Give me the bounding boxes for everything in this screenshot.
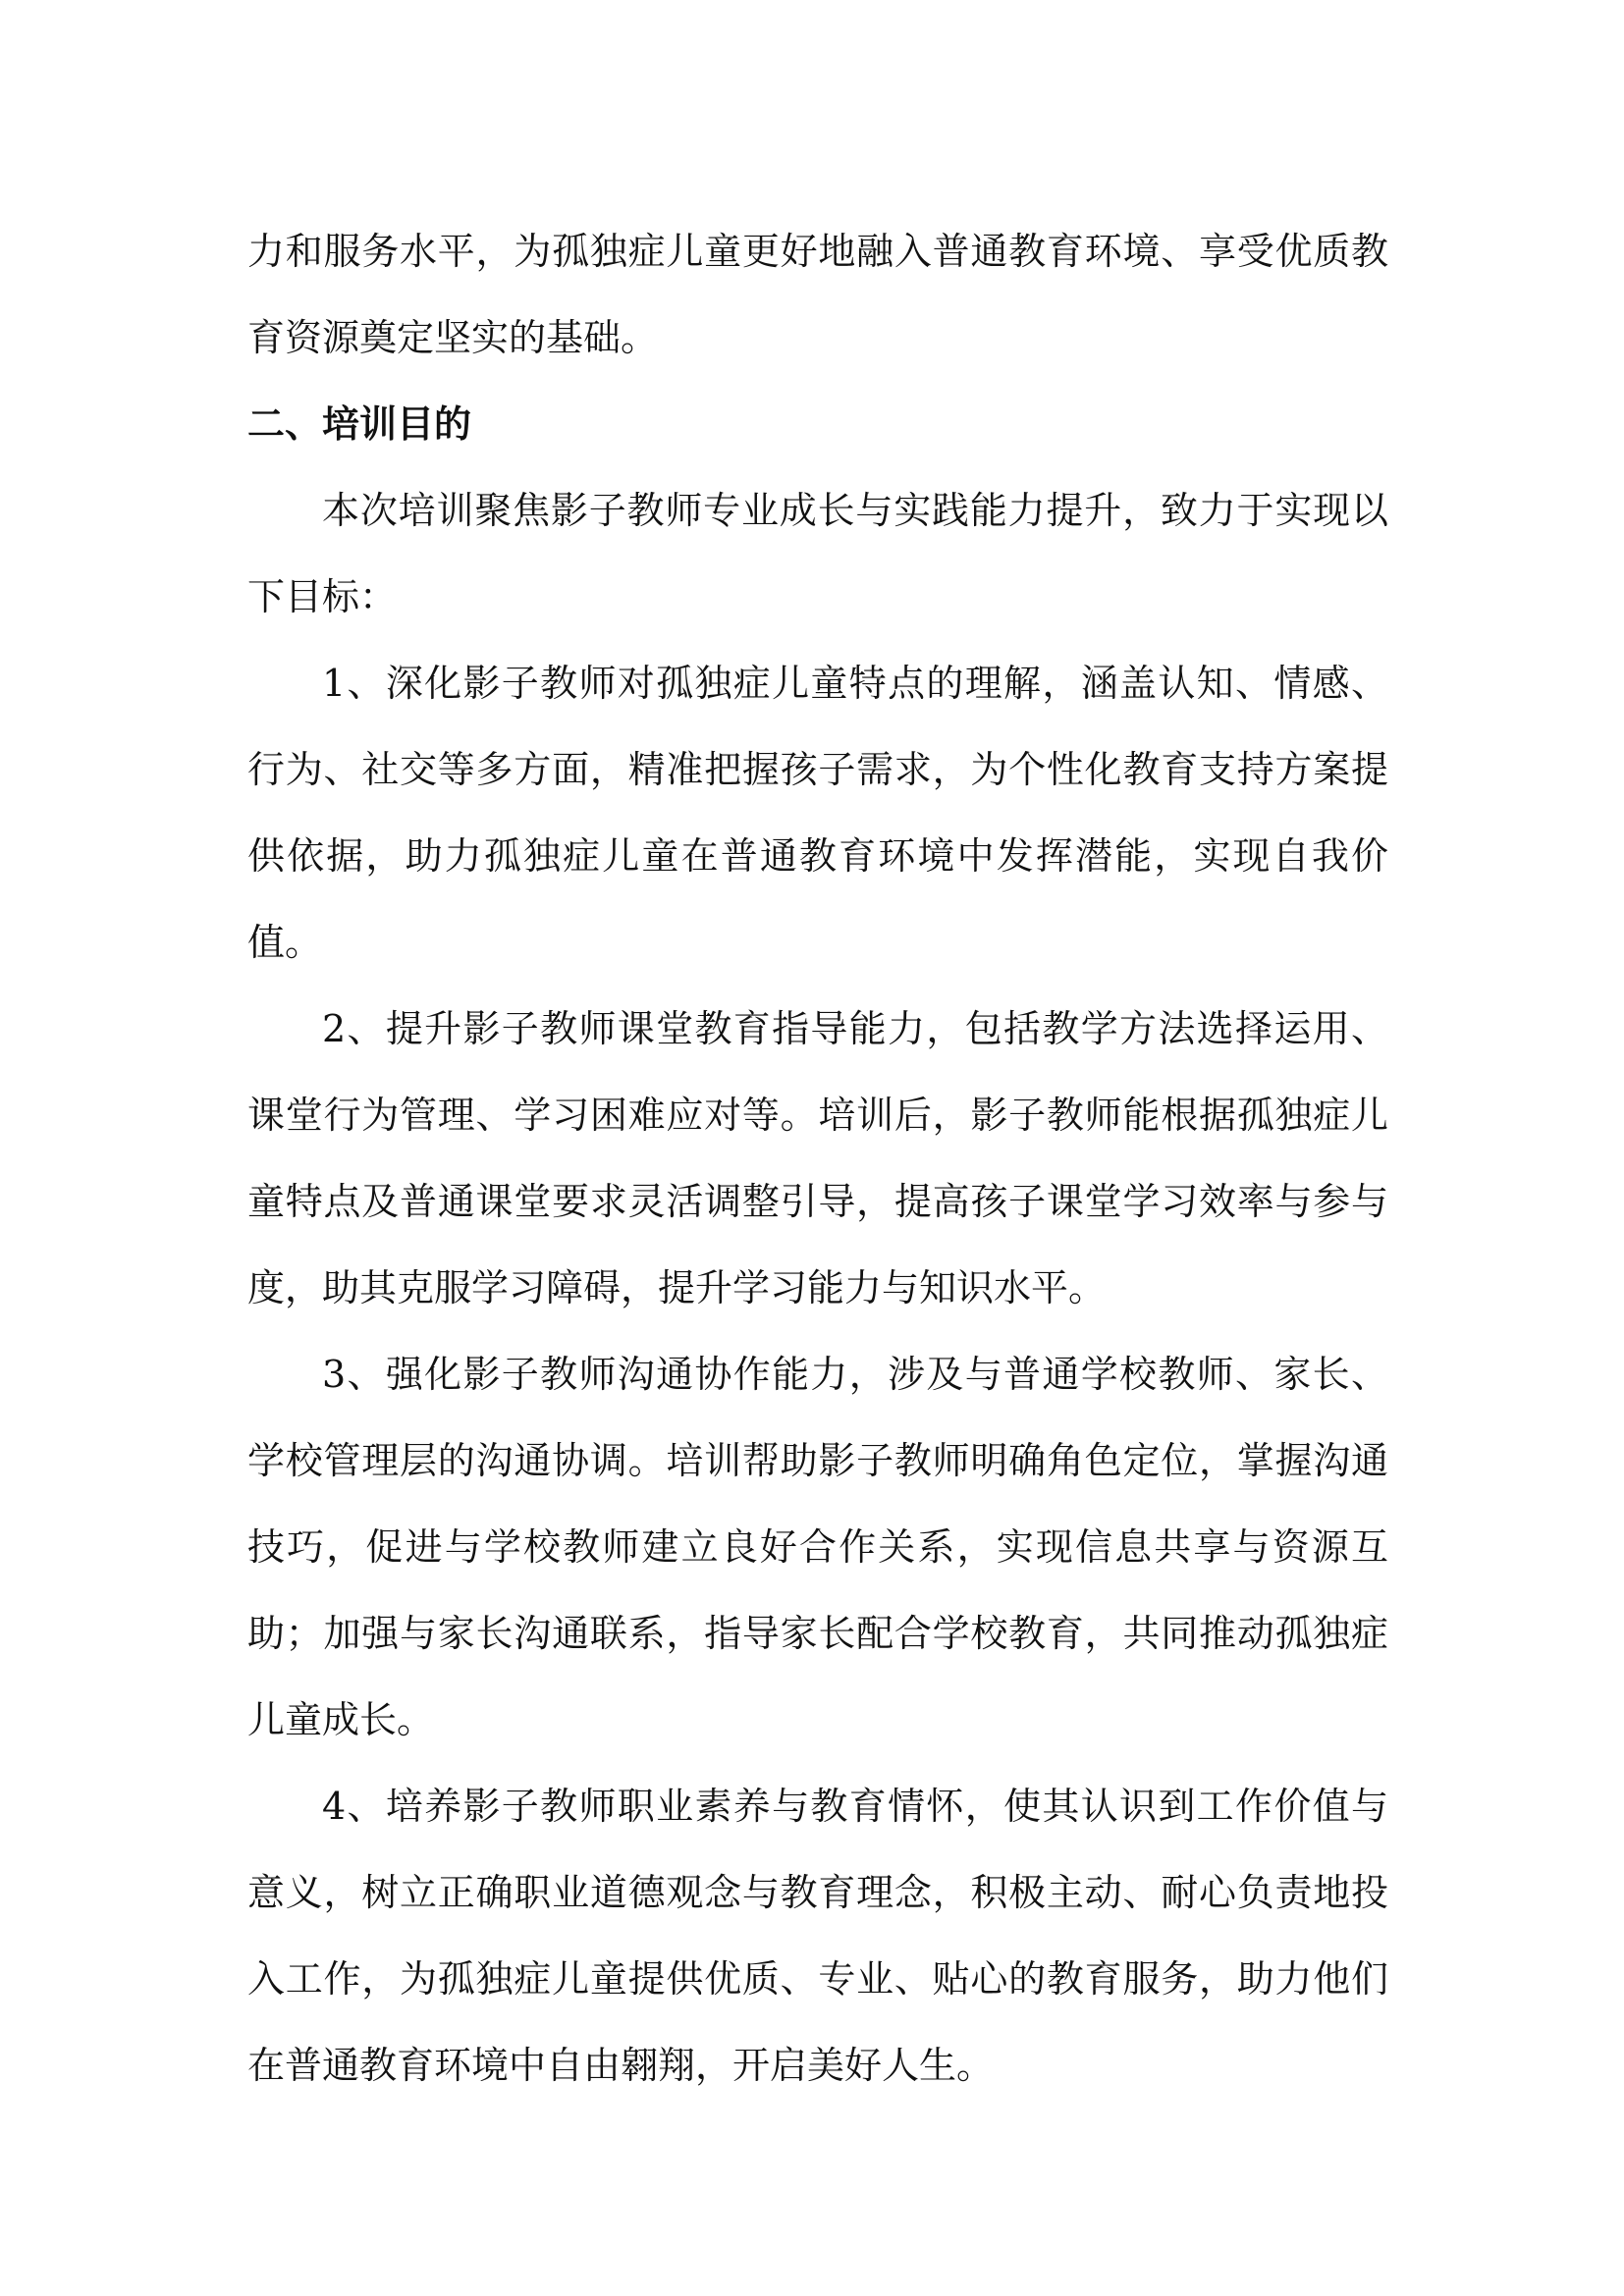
goal-paragraph-3: 3、强化影子教师沟通协作能力，涉及与普通学校教师、家长、学校管理层的沟通协调。培训帮助影子教师明确角色定位，掌握沟通技巧，促进与学校教师建立良好合作关系，实现信息共享与资源互助；加强与家长沟通联系，指导家长配合学校教育，共同推动孤独症儿童成长。 bbox=[247, 1353, 1388, 1741]
goal-paragraph-2: 2、提升影子教师课堂教育指导能力，包括教学方法选择运用、课堂行为管理、学习困难应对等。培训后，影子教师能根据孤独症儿童特点及普通课堂要求灵活调整引导，提高孩子课堂学习效率与参与度，助其克服学习障碍，提升学习能力与知识水平。 bbox=[247, 1007, 1388, 1309]
intro-paragraph: 本次培训聚焦影子教师专业成长与实践能力提升，致力于实现以下目标： bbox=[247, 489, 1388, 618]
goal-paragraph-1: 1、深化影子教师对孤独症儿童特点的理解，涵盖认知、情感、行为、社交等多方面，精准把握孩子需求，为个性化教育支持方案提供依据，助力孤独症儿童在普通教育环境中发挥潜能，实现自我价值。 bbox=[247, 662, 1388, 964]
goal-paragraph-4: 4、培养影子教师职业素养与教育情怀，使其认识到工作价值与意义，树立正确职业道德观念与教育理念，积极主动、耐心负责地投入工作，为孤独症儿童提供优质、专业、贴心的教育服务，助力他们在普通教育环境中自由翱翔，开启美好人生。 bbox=[247, 1785, 1388, 2087]
section-heading: 二、培训目的 bbox=[247, 402, 472, 446]
continuation-paragraph: 力和服务水平，为孤独症儿童更好地融入普通教育环境、享受优质教育资源奠定坚实的基础。 bbox=[247, 230, 1388, 359]
document-body bbox=[247, 208, 1388, 2109]
